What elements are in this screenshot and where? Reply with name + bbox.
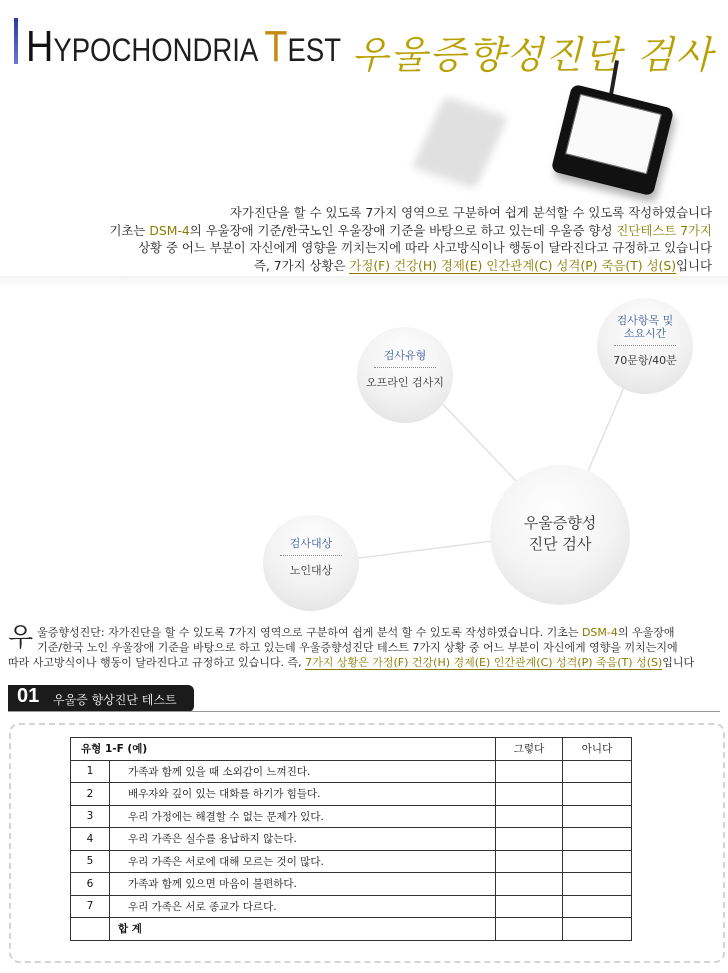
answer-yes-cell[interactable] bbox=[496, 850, 563, 873]
answer-yes-cell[interactable] bbox=[496, 828, 563, 851]
row-question: 배우자와 깊이 있는 대화를 하기가 힘들다. bbox=[110, 783, 496, 806]
row-number: 4 bbox=[71, 828, 110, 851]
bubble-label: 검사항목 및 bbox=[616, 314, 674, 327]
answer-yes-cell[interactable] bbox=[496, 760, 563, 783]
row-question: 우리 가족은 실수를 용납하지 않는다. bbox=[110, 828, 496, 851]
answer-no-cell[interactable] bbox=[563, 760, 632, 783]
table-row bbox=[71, 828, 632, 851]
logo-bar bbox=[14, 18, 18, 64]
row-number: 5 bbox=[71, 850, 110, 873]
answer-yes-cell[interactable] bbox=[496, 783, 563, 806]
answer-no-cell[interactable] bbox=[563, 850, 632, 873]
answer-no-cell[interactable] bbox=[563, 783, 632, 806]
row-number: 6 bbox=[71, 873, 110, 896]
row-number: 7 bbox=[71, 895, 110, 918]
answer-no-cell[interactable] bbox=[563, 873, 632, 896]
section-number: 01 bbox=[17, 685, 40, 707]
bubble-label: 소요시간 bbox=[623, 327, 667, 340]
answer-yes-cell[interactable] bbox=[496, 895, 563, 918]
answer-no-cell[interactable] bbox=[563, 828, 632, 851]
description-paragraph: 우 울증향성진단: 자가진단을 할 수 있도록 7가지 영역으로 구분하여 쉽게 분석 할 수 있도록 작성하였습니다. 기초는 DSM-4의 우울장애 기준/한국 노인 우울장애 기준을 바탕으로 하고 있는데 우울증향성진단 테스트 7가지 상황 중 어느 부분이 자신에게 영향을 끼치는지에 따라 사고방식이나 행동이 달라진다고 규정하고 있습니다. 즉, 7가지 상황은 가정(F) 건강(H) 경제(E) 인간관계(C) 성격(P) 죽음(T) 성(S)입니다 bbox=[8, 623, 695, 669]
col-yes-header: 그렇다 bbox=[496, 738, 563, 761]
bubble-value: 오프라인 검사지 bbox=[366, 376, 444, 389]
table-row bbox=[71, 895, 632, 918]
col-no-header: 아니다 bbox=[563, 738, 632, 761]
table-header-type: 유형 1-F (예) bbox=[71, 738, 496, 761]
bubble-test-type bbox=[357, 327, 453, 423]
table-row bbox=[71, 805, 632, 828]
section-title: 우울증 향상진단 테스트 bbox=[53, 693, 177, 707]
answer-yes-cell[interactable] bbox=[496, 805, 563, 828]
notepad-blur-image bbox=[412, 96, 509, 189]
row-number: 1 bbox=[71, 760, 110, 783]
notepad-image bbox=[551, 84, 675, 197]
bubble-label: 검사유형 bbox=[383, 349, 427, 362]
section-header bbox=[8, 685, 194, 712]
bubble-value: 노인대상 bbox=[289, 564, 333, 577]
table-row bbox=[71, 760, 632, 783]
row-question: 우리 가족은 서로에 대해 모르는 것이 많다. bbox=[110, 850, 496, 873]
row-question: 우리 가족은 서로 종교가 다르다. bbox=[110, 895, 496, 918]
row-question: 우리 가정에는 해결할 수 없는 문제가 있다. bbox=[110, 805, 496, 828]
question-table bbox=[70, 737, 632, 941]
row-question: 가족과 함께 있을 때 소외감이 느껴진다. bbox=[110, 760, 496, 783]
table-row bbox=[71, 783, 632, 806]
bubble-test-target bbox=[263, 515, 359, 611]
row-number: 3 bbox=[71, 805, 110, 828]
intro-text: 자가진단을 할 수 있도록 7가지 영역으로 구분하여 쉽게 분석할 수 있도록 작성하였습니다 기초는 DSM-4의 우울장애 기준/한국노인 우울장애 기준을 바탕으로 하고 있는데 우울증 향성 진단테스트 7가지 상황 중 어느 부분이 자신에게 영향을 끼치는지에 따라 사고방식이나 행동이 달라진다고 규정하고 있습니다 즉, 7가지 상황은 가정(F) 건강(H) 경제(E) 인간관계(C) 성격(P) 죽음(T) 성(S)입니다 bbox=[109, 205, 712, 273]
table-row bbox=[71, 873, 632, 896]
total-no-cell bbox=[563, 918, 632, 941]
answer-no-cell[interactable] bbox=[563, 805, 632, 828]
section-divider bbox=[8, 711, 720, 712]
table-total-row bbox=[71, 918, 632, 941]
total-yes-cell bbox=[496, 918, 563, 941]
answer-no-cell[interactable] bbox=[563, 895, 632, 918]
divider-strip bbox=[0, 276, 728, 290]
row-question: 가족과 함께 있으면 마음이 불편하다. bbox=[110, 873, 496, 896]
table-header-row bbox=[71, 738, 632, 761]
bubble-value: 70문항/40분 bbox=[613, 354, 677, 367]
page-title: 우울증향성진단 검사 bbox=[351, 33, 714, 77]
row-number: 2 bbox=[71, 783, 110, 806]
logo-text: HYPOCHONDRIA TEST bbox=[26, 22, 342, 71]
answer-yes-cell[interactable] bbox=[496, 873, 563, 896]
bubble-label: 검사대상 bbox=[289, 537, 333, 550]
table-row bbox=[71, 850, 632, 873]
center-bubble: 우울증향성 진단 검사 bbox=[490, 465, 630, 605]
total-label: 합 계 bbox=[110, 918, 496, 941]
bubble-test-items bbox=[597, 298, 693, 394]
